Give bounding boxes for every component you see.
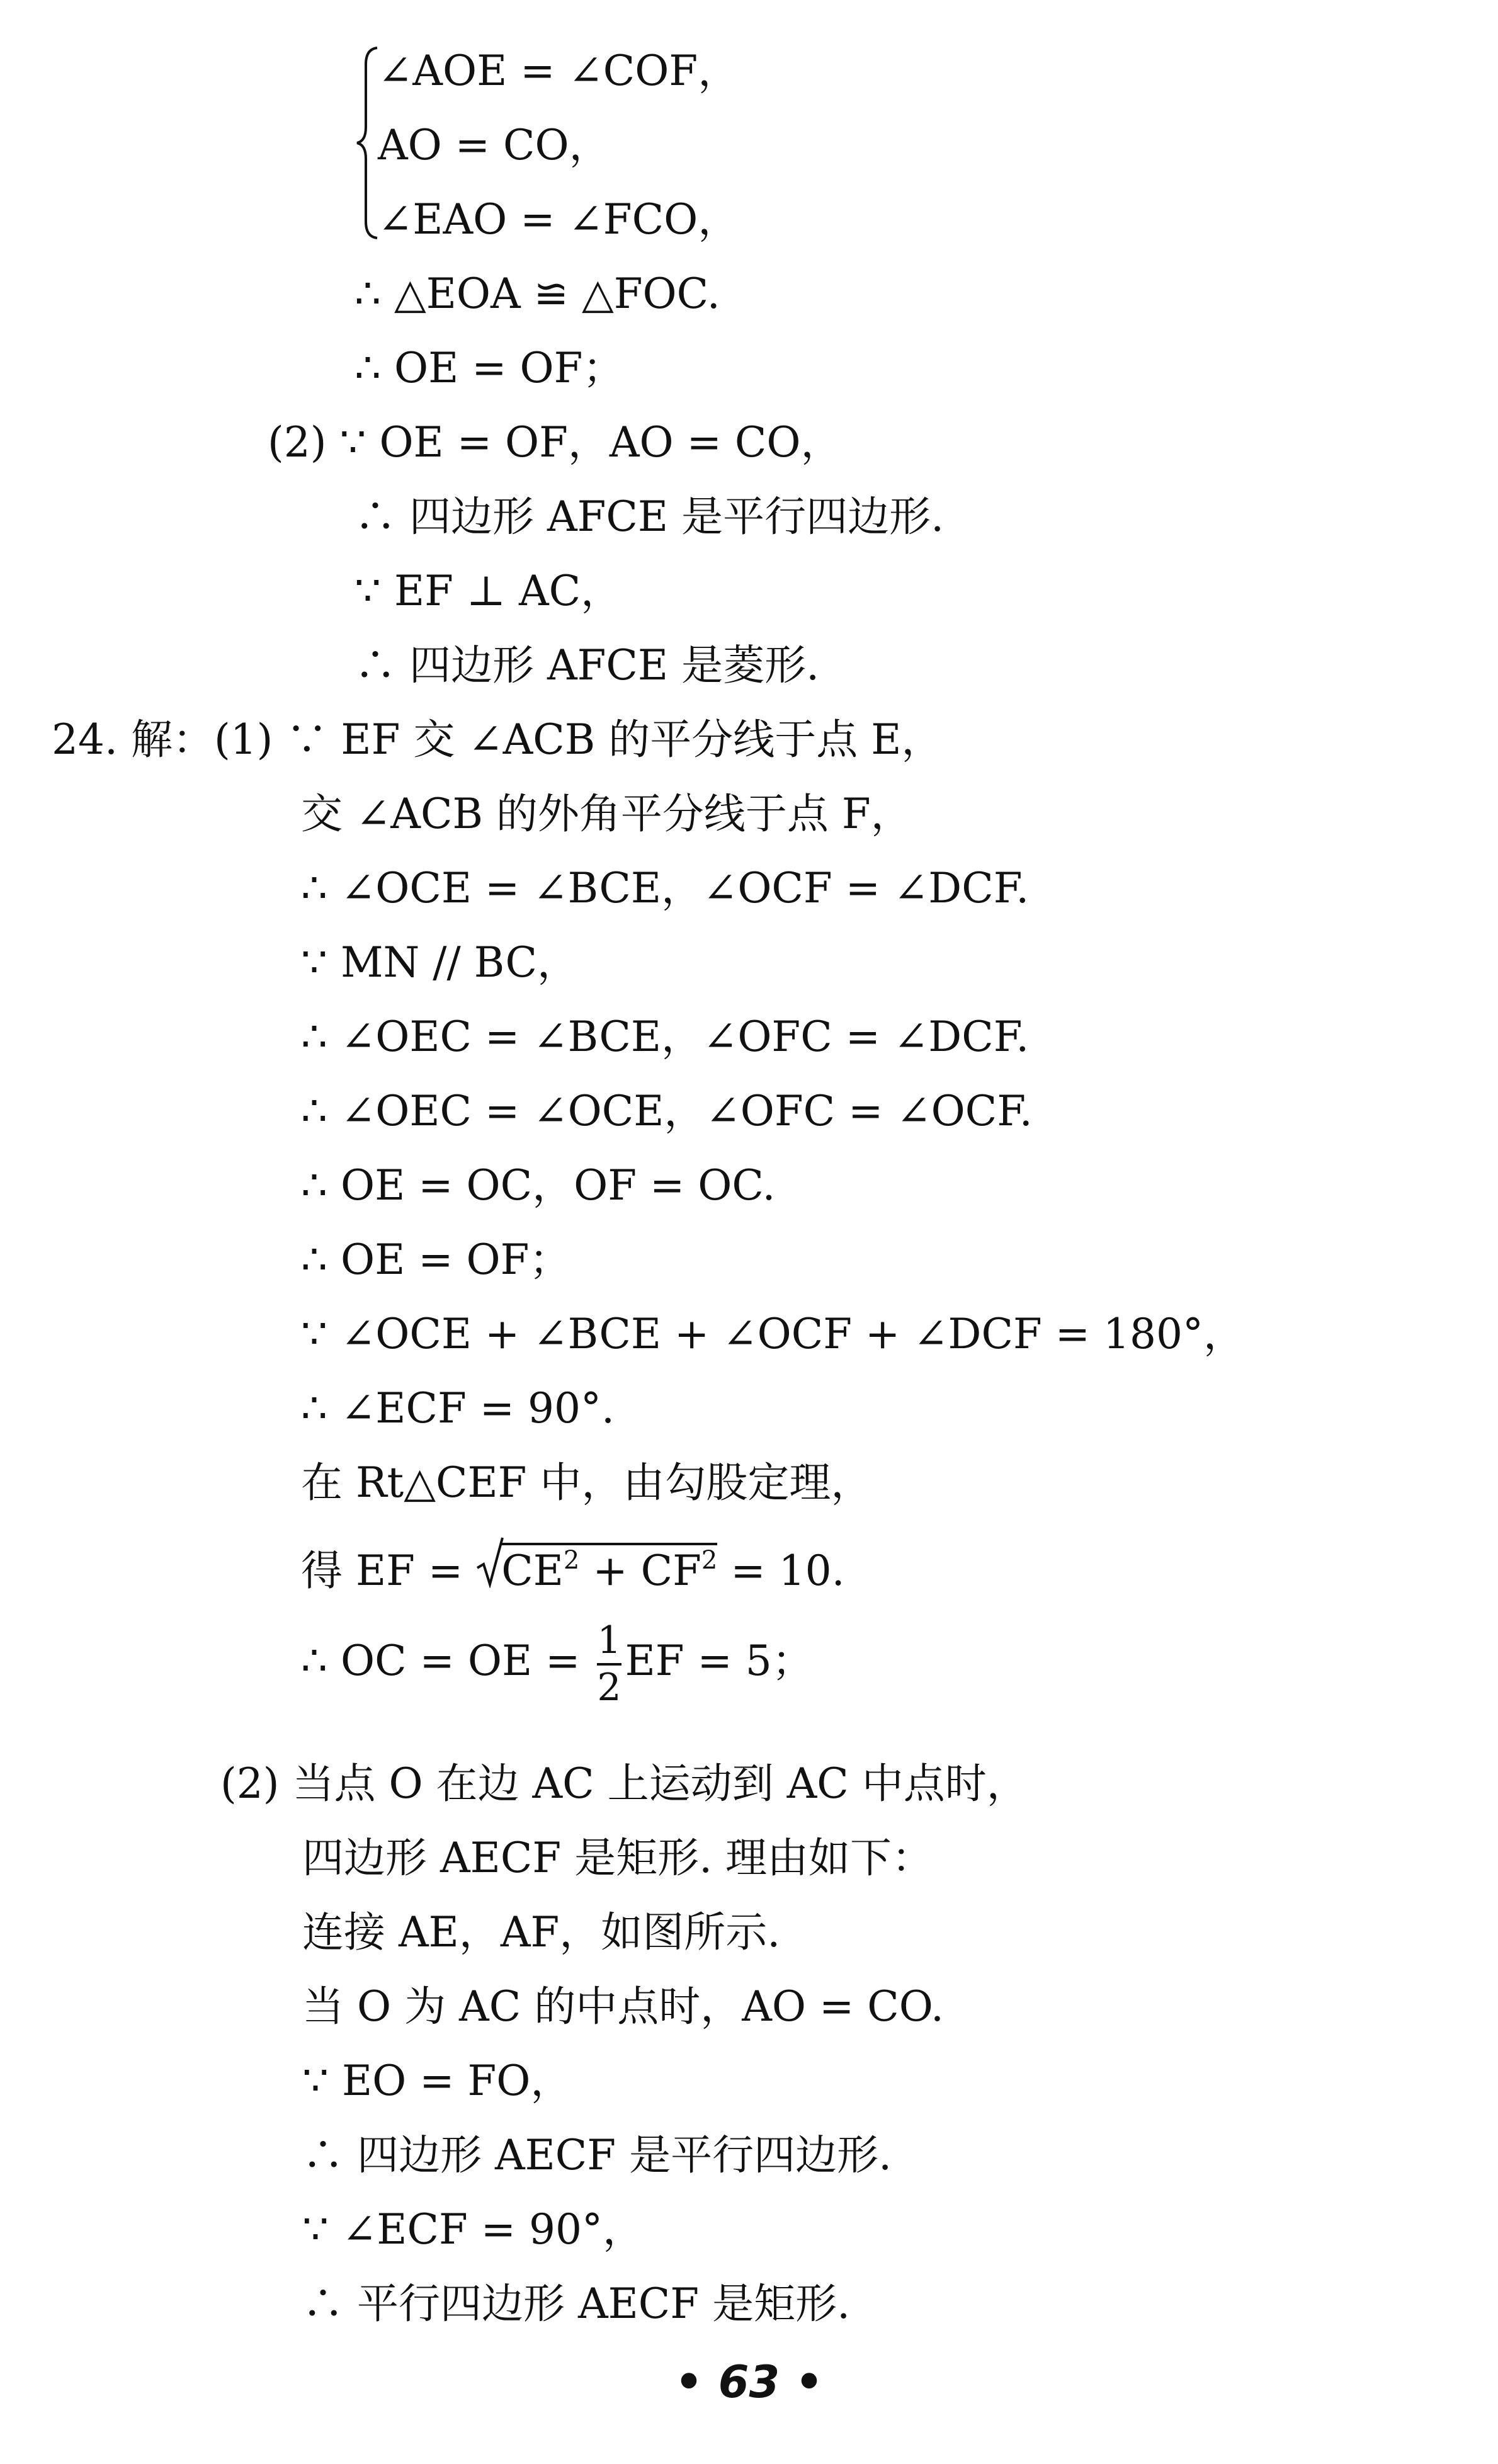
radicand-b: CF [640, 1547, 701, 1595]
proof-line: ∵ ∠OCE + ∠BCE + ∠OCF + ∠DCF = 180°， [301, 1310, 1245, 1358]
proof-line: ∵ EO = FO， [302, 2057, 572, 2105]
proof-line: ∴ ∠OEC = ∠BCE，∠OFC = ∠DCF. [301, 1013, 1030, 1061]
proof-line: ∵ MN // BC， [301, 938, 579, 987]
fraction-denominator: 2 [597, 1666, 621, 1710]
radicand-plus: + [579, 1547, 641, 1595]
page-number: • 63 • [674, 2356, 824, 2408]
radical-sign-icon [476, 1535, 504, 1588]
proof-line: 交 ∠ACB 的外角平分线于点 F， [301, 790, 912, 838]
part-2-heading: (2) 当点 O 在边 AC 上运动到 AC 中点时， [220, 1759, 1028, 1808]
fraction-equation [301, 1618, 814, 1710]
proof-line: 在 Rt△CEF 中，由勾股定理， [301, 1458, 873, 1507]
proof-line: ∴ OE = OF； [301, 1235, 571, 1284]
square-root [476, 1543, 718, 1595]
proof-line: ∴ △EOA ≌ △FOC. [355, 270, 720, 318]
sqrt-prefix: 得 EF = [301, 1547, 477, 1595]
proof-line: 连接 AE，AF，如图所示. [302, 1908, 781, 1956]
frac-prefix: ∴ OC = OE = [301, 1637, 594, 1685]
frac-suffix: EF = 5； [625, 1637, 814, 1685]
proof-line: ∴ OE = OC，OF = OC. [301, 1161, 776, 1210]
radicand-a: CE [501, 1547, 564, 1595]
proof-line: ∴ 四边形 AFCE 是菱形. [355, 641, 820, 690]
proof-line: AO = CO， [378, 121, 611, 169]
proof-line: ∠AOE = ∠COF， [378, 47, 740, 95]
exponent-b: 2 [701, 1546, 718, 1575]
proof-line: ∴ 四边形 AECF 是平行四边形. [302, 2131, 892, 2179]
proof-line: ∠EAO = ∠FCO， [378, 195, 740, 244]
proof-line: ∵ ∠ECF = 90°， [302, 2205, 644, 2254]
problem-24-heading: 24. 解：(1) ∵ EF 交 ∠ACB 的平分线于点 E， [52, 715, 943, 764]
proof-line: 四边形 AECF 是矩形. 理由如下： [302, 1834, 934, 1882]
proof-line: ∴ OE = OF； [355, 344, 625, 392]
fraction-numerator: 1 [597, 1618, 621, 1662]
proof-line: ∵ EF ⊥ AC， [355, 567, 623, 615]
fraction [597, 1618, 621, 1710]
proof-line: ∴ ∠OCE = ∠BCE，∠OCF = ∠DCF. [301, 864, 1030, 912]
exponent-a: 2 [563, 1546, 580, 1575]
proof-line: 当 O 为 AC 的中点时，AO = CO. [302, 1982, 944, 2031]
proof-line: ∴ 平行四边形 AECF 是矩形. [302, 2279, 851, 2328]
proof-line: ∴ ∠OEC = ∠OCE，∠OFC = ∠OCF. [301, 1087, 1033, 1135]
proof-line: (2) ∵ OE = OF，AO = CO， [268, 418, 843, 467]
sqrt-suffix: = 10. [717, 1547, 845, 1595]
proof-line: ∴ 四边形 AFCE 是平行四边形. [355, 492, 945, 541]
left-brace [355, 45, 380, 241]
sqrt-equation [301, 1543, 845, 1595]
proof-line: ∴ ∠ECF = 90°. [301, 1384, 615, 1433]
